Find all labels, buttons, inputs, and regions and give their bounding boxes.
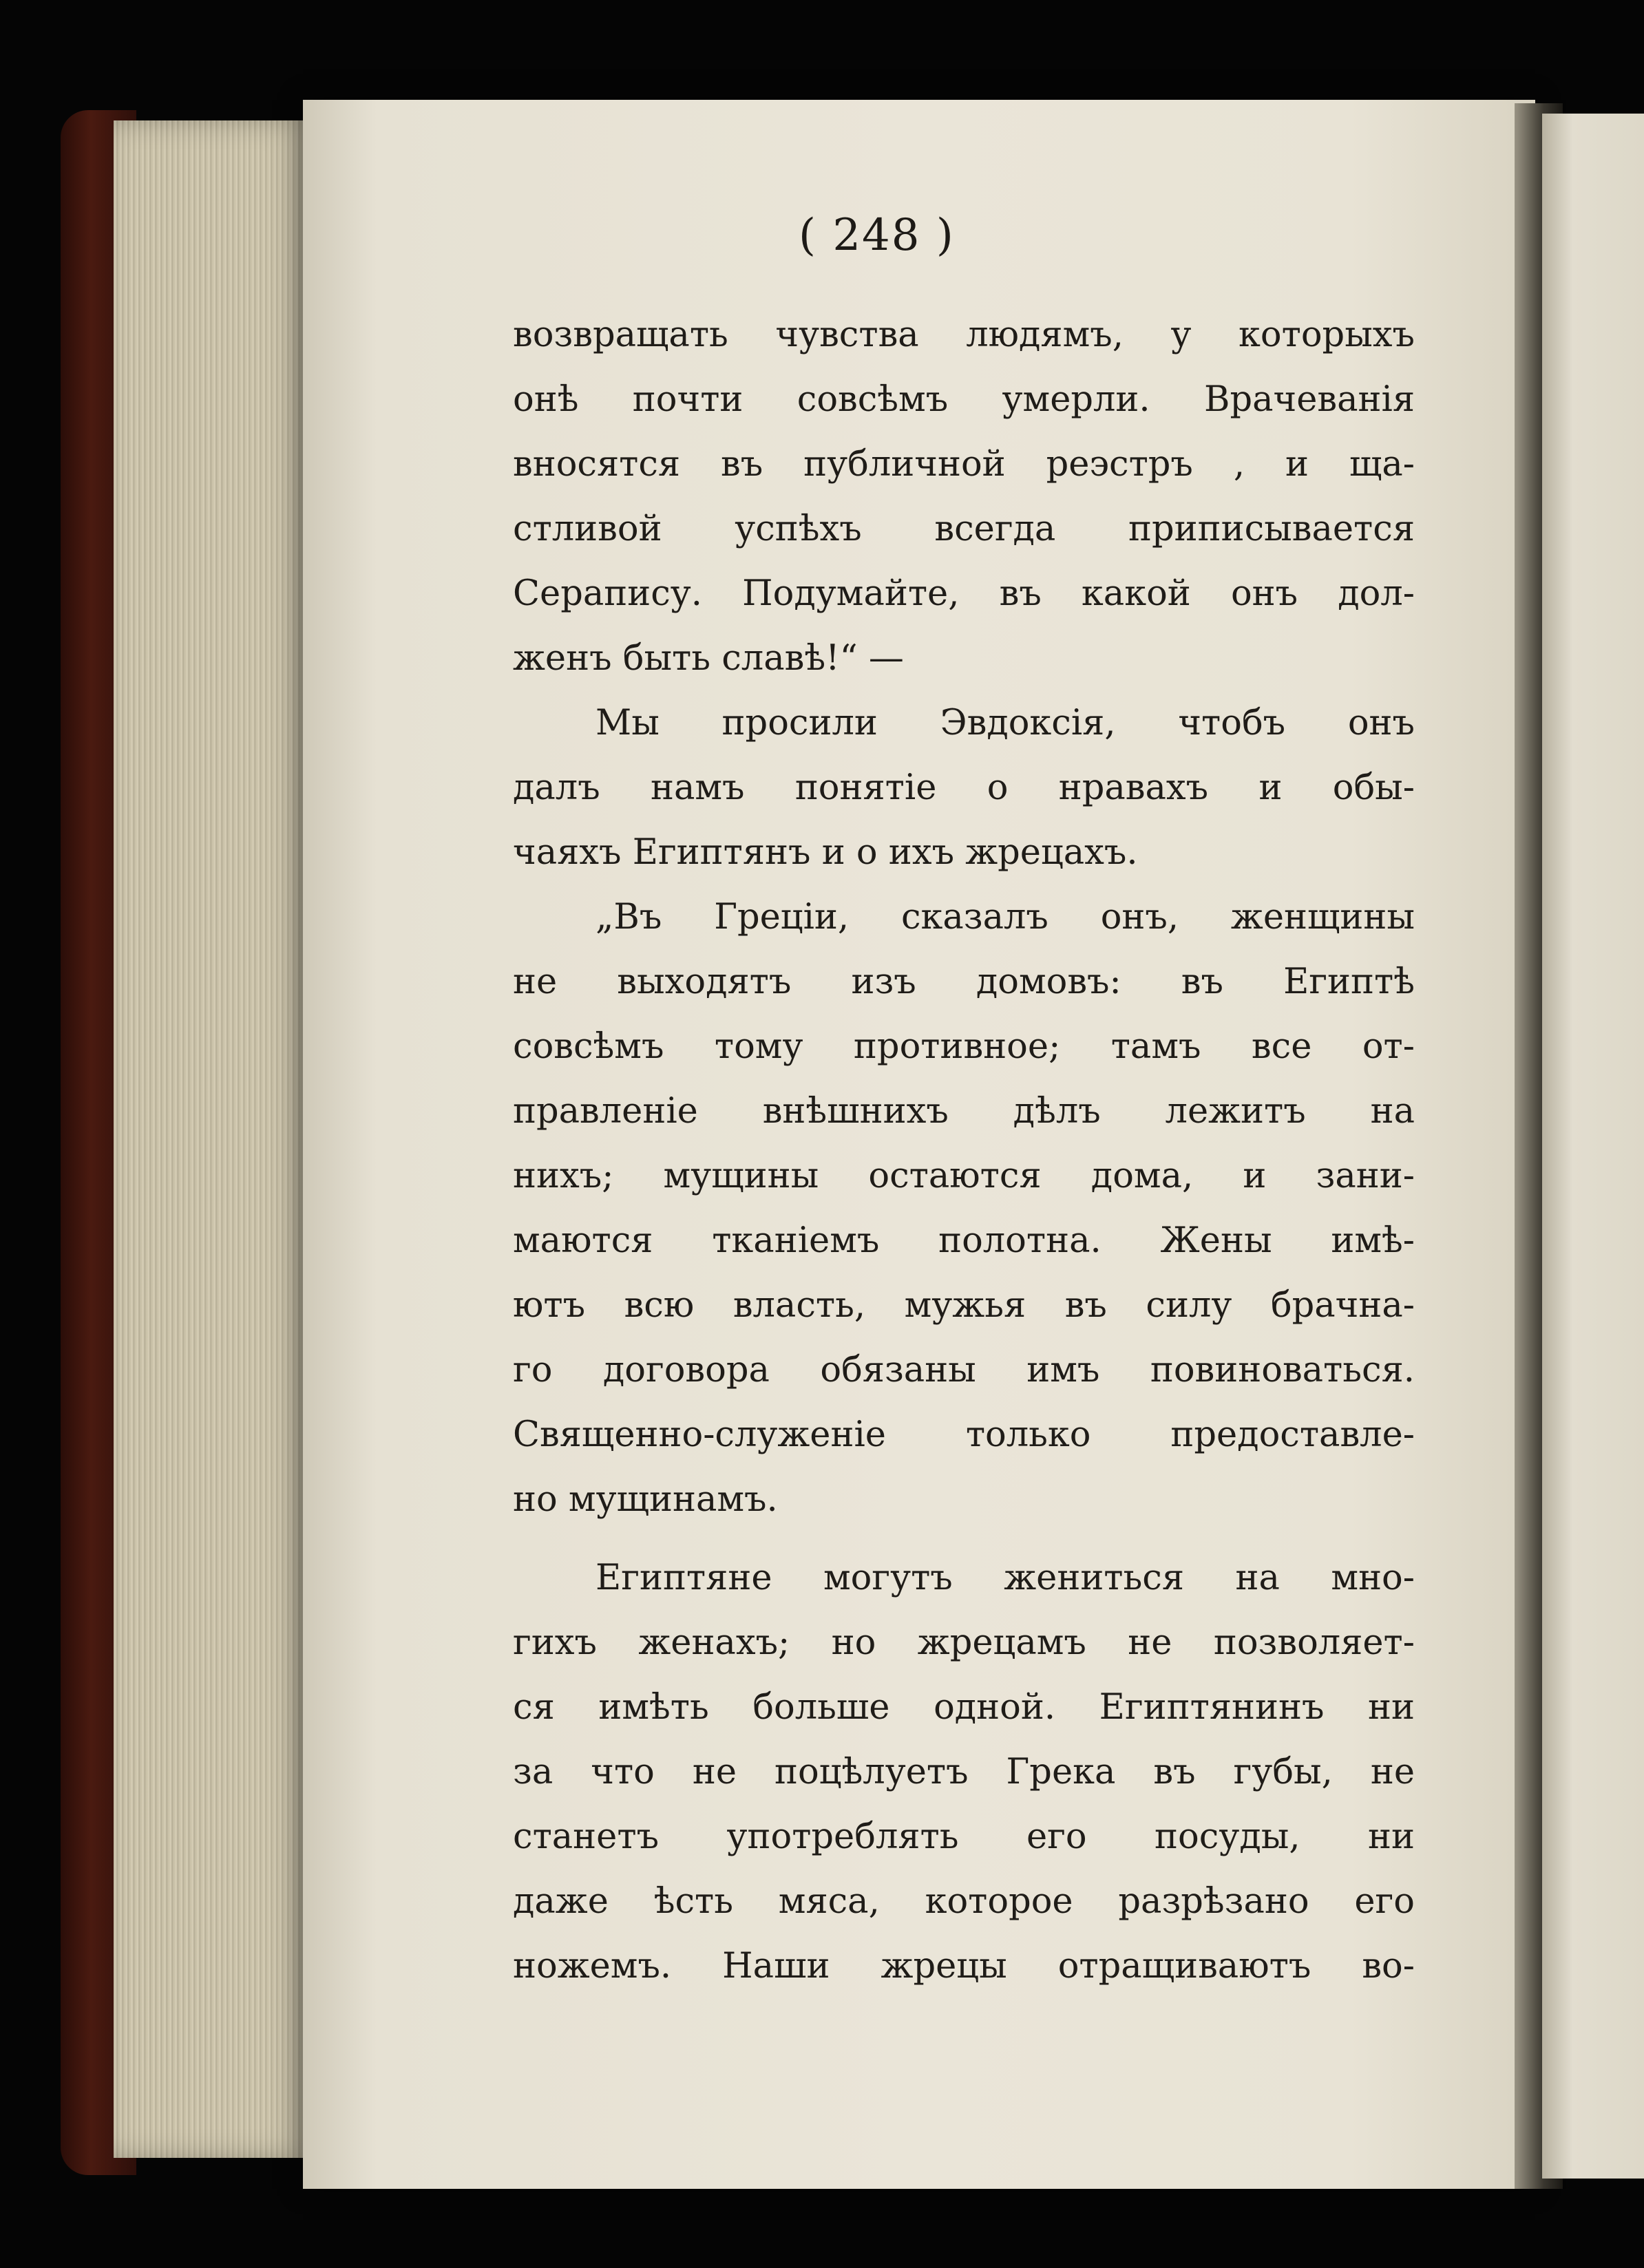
text-line: даже ѣсть мяса, которое разрѣзано его: [513, 1881, 1415, 1922]
text-line: но мущинамъ.: [513, 1479, 778, 1520]
text-line: Серапису. Подумайте, въ какой онъ дол-: [513, 573, 1415, 614]
page-text: [513, 303, 1415, 1999]
text-line: гихъ женахъ; но жрецамъ не позволяет-: [513, 1622, 1415, 1663]
text-line: женъ быть славѣ!“ —: [513, 638, 904, 679]
text-line: ся имѣть больше одной. Египтянинъ ни: [513, 1687, 1415, 1728]
text-line: возвращать чувства людямъ, у которыхъ: [513, 315, 1415, 355]
text-line: маются тканіемъ полотна. Жены имѣ-: [513, 1220, 1415, 1261]
page-number: ( 248 ): [799, 210, 955, 261]
text-line: не выходятъ изъ домовъ: въ Египтѣ: [513, 962, 1415, 1002]
text-line: стливой успѣхъ всегда приписывается: [513, 509, 1415, 549]
text-line: правленіе внѣшнихъ дѣлъ лежитъ на: [513, 1091, 1415, 1132]
facing-page-edge: [1542, 114, 1644, 2179]
text-line: онѣ почти совсѣмъ умерли. Врачеванія: [513, 379, 1415, 420]
page-edges-stack: [114, 120, 310, 2158]
text-line: станетъ употреблять его посуды, ни: [513, 1816, 1415, 1857]
text-line: нихъ; мущины остаются дома, и зани-: [513, 1156, 1415, 1196]
text-line: чаяхъ Египтянъ и о ихъ жрецахъ.: [513, 832, 1138, 873]
text-line: далъ намъ понятіе о нравахъ и обы-: [513, 767, 1415, 808]
text-line: за что не поцѣлуетъ Грека въ губы, не: [513, 1752, 1415, 1792]
text-line: „Въ Греціи, сказалъ онъ, женщины: [596, 897, 1415, 937]
text-line: Мы просили Эвдоксія, чтобъ онъ: [596, 703, 1415, 743]
text-line: вносятся въ публичной реэстръ , и ща-: [513, 444, 1415, 485]
text-line: ютъ всю власть, мужья въ силу брачна-: [513, 1285, 1415, 1326]
text-line: го договора обязаны имъ повиноваться.: [513, 1350, 1415, 1390]
text-line: Священно-служеніе только предоставле-: [513, 1414, 1415, 1455]
text-line: ножемъ. Наши жрецы отращиваютъ во-: [513, 1946, 1415, 1986]
text-line: совсѣмъ тому противное; тамъ все от-: [513, 1026, 1415, 1067]
paragraph-gap: [513, 1532, 1415, 1546]
text-line: Египтяне могутъ жениться на мно-: [596, 1558, 1415, 1598]
